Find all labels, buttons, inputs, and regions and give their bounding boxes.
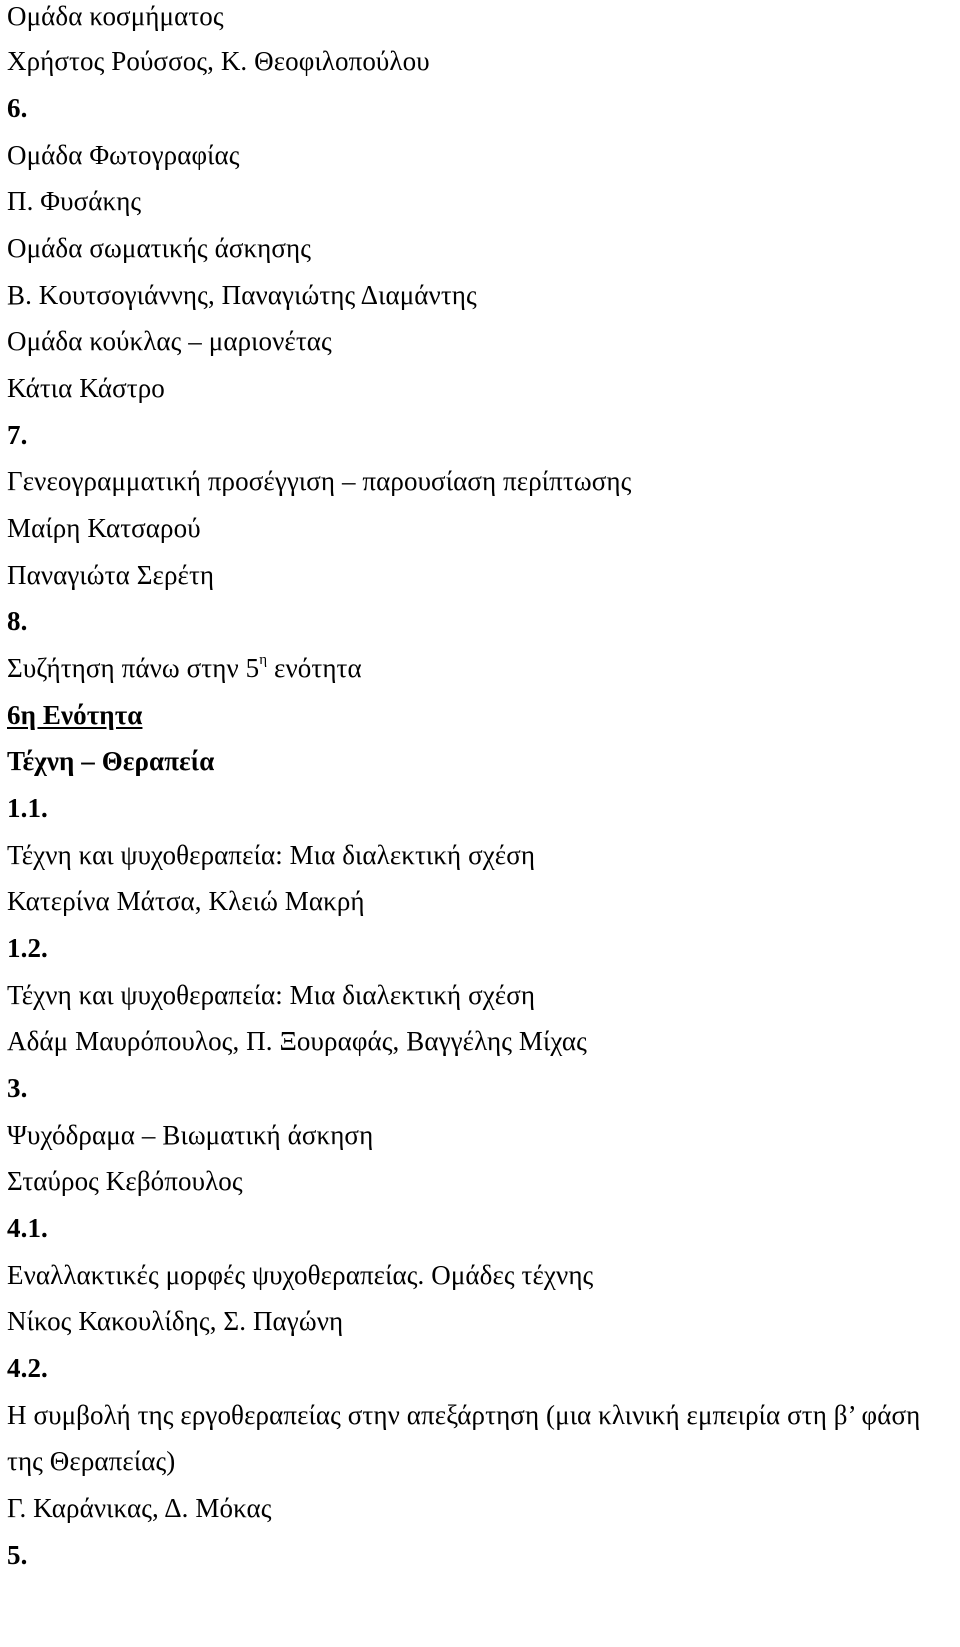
section-number-1-2: 1.2. bbox=[7, 933, 48, 963]
title-occupational-therapy-line2: της Θεραπείας) bbox=[7, 1446, 176, 1476]
discussion-text-pre: Συζήτηση πάνω στην 5 bbox=[7, 653, 260, 683]
unit-heading: 6η Ενότητα bbox=[7, 700, 143, 730]
presenters-4-2: Γ. Καράνικας, Δ. Μόκας bbox=[7, 1493, 272, 1523]
group-title-exercise: Ομάδα σωματικής άσκησης bbox=[7, 233, 312, 263]
section-number-5: 5. bbox=[7, 1540, 28, 1570]
section-number-1-1: 1.1. bbox=[7, 793, 48, 823]
presenters-jewelry: Χρήστος Ρούσσος, Κ. Θεοφιλοπούλου bbox=[7, 46, 430, 76]
section-number-6: 6. bbox=[7, 93, 28, 123]
section-number-4-1: 4.1. bbox=[7, 1213, 48, 1243]
discussion-line bbox=[7, 653, 362, 683]
title-art-psychotherapy-2: Τέχνη και ψυχοθεραπεία: Μια διαλεκτική σχέση bbox=[7, 980, 536, 1010]
presenter-sereti: Παναγιώτα Σερέτη bbox=[7, 560, 215, 590]
discussion-text-post: ενότητα bbox=[267, 653, 362, 683]
presenters-4-1: Νίκος Κακουλίδης, Σ. Παγώνη bbox=[7, 1306, 344, 1336]
presenter-kevopoulos: Σταύρος Κεβόπουλος bbox=[7, 1166, 243, 1196]
section-number-4-2: 4.2. bbox=[7, 1353, 48, 1383]
section-number-8: 8. bbox=[7, 606, 28, 636]
group-title-puppet: Ομάδα κούκλας – μαριονέτας bbox=[7, 326, 332, 356]
presenters-puppet: Κάτια Κάστρο bbox=[7, 373, 165, 403]
section-number-3: 3. bbox=[7, 1073, 28, 1103]
section-number-7: 7. bbox=[7, 420, 28, 450]
presenters-photography: Π. Φυσάκης bbox=[7, 186, 142, 216]
presenter-katsarou: Μαίρη Κατσαρού bbox=[7, 513, 201, 543]
discussion-superscript: η bbox=[259, 652, 268, 668]
title-art-psychotherapy-1: Τέχνη και ψυχοθεραπεία: Μια διαλεκτική σχέση bbox=[7, 840, 536, 870]
presenters-1-1: Κατερίνα Μάτσα, Κλειώ Μακρή bbox=[7, 886, 365, 916]
title-alternative-forms: Εναλλακτικές μορφές ψυχοθεραπείας. Ομάδες τέχνης bbox=[7, 1260, 594, 1290]
title-genogram: Γενεογραμματική προσέγγιση – παρουσίαση περίπτωσης bbox=[7, 466, 632, 496]
presenters-1-2: Αδάμ Μαυρόπουλος, Π. Ξουραφάς, Βαγγέλης Μίχας bbox=[7, 1026, 587, 1056]
group-title-jewelry: Ομάδα κοσμήματος bbox=[7, 1, 224, 31]
title-psychodrama: Ψυχόδραμα – Βιωματική άσκηση bbox=[7, 1120, 374, 1150]
title-occupational-therapy-line1: Η συμβολή της εργοθεραπείας στην απεξάρτηση (μια κλινική εμπειρία στη β’ φάση bbox=[7, 1400, 921, 1430]
presenters-exercise: Β. Κουτσογιάννης, Παναγιώτης Διαμάντης bbox=[7, 280, 477, 310]
group-title-photography: Ομάδα Φωτογραφίας bbox=[7, 140, 240, 170]
unit-subheading: Τέχνη – Θεραπεία bbox=[7, 746, 215, 776]
